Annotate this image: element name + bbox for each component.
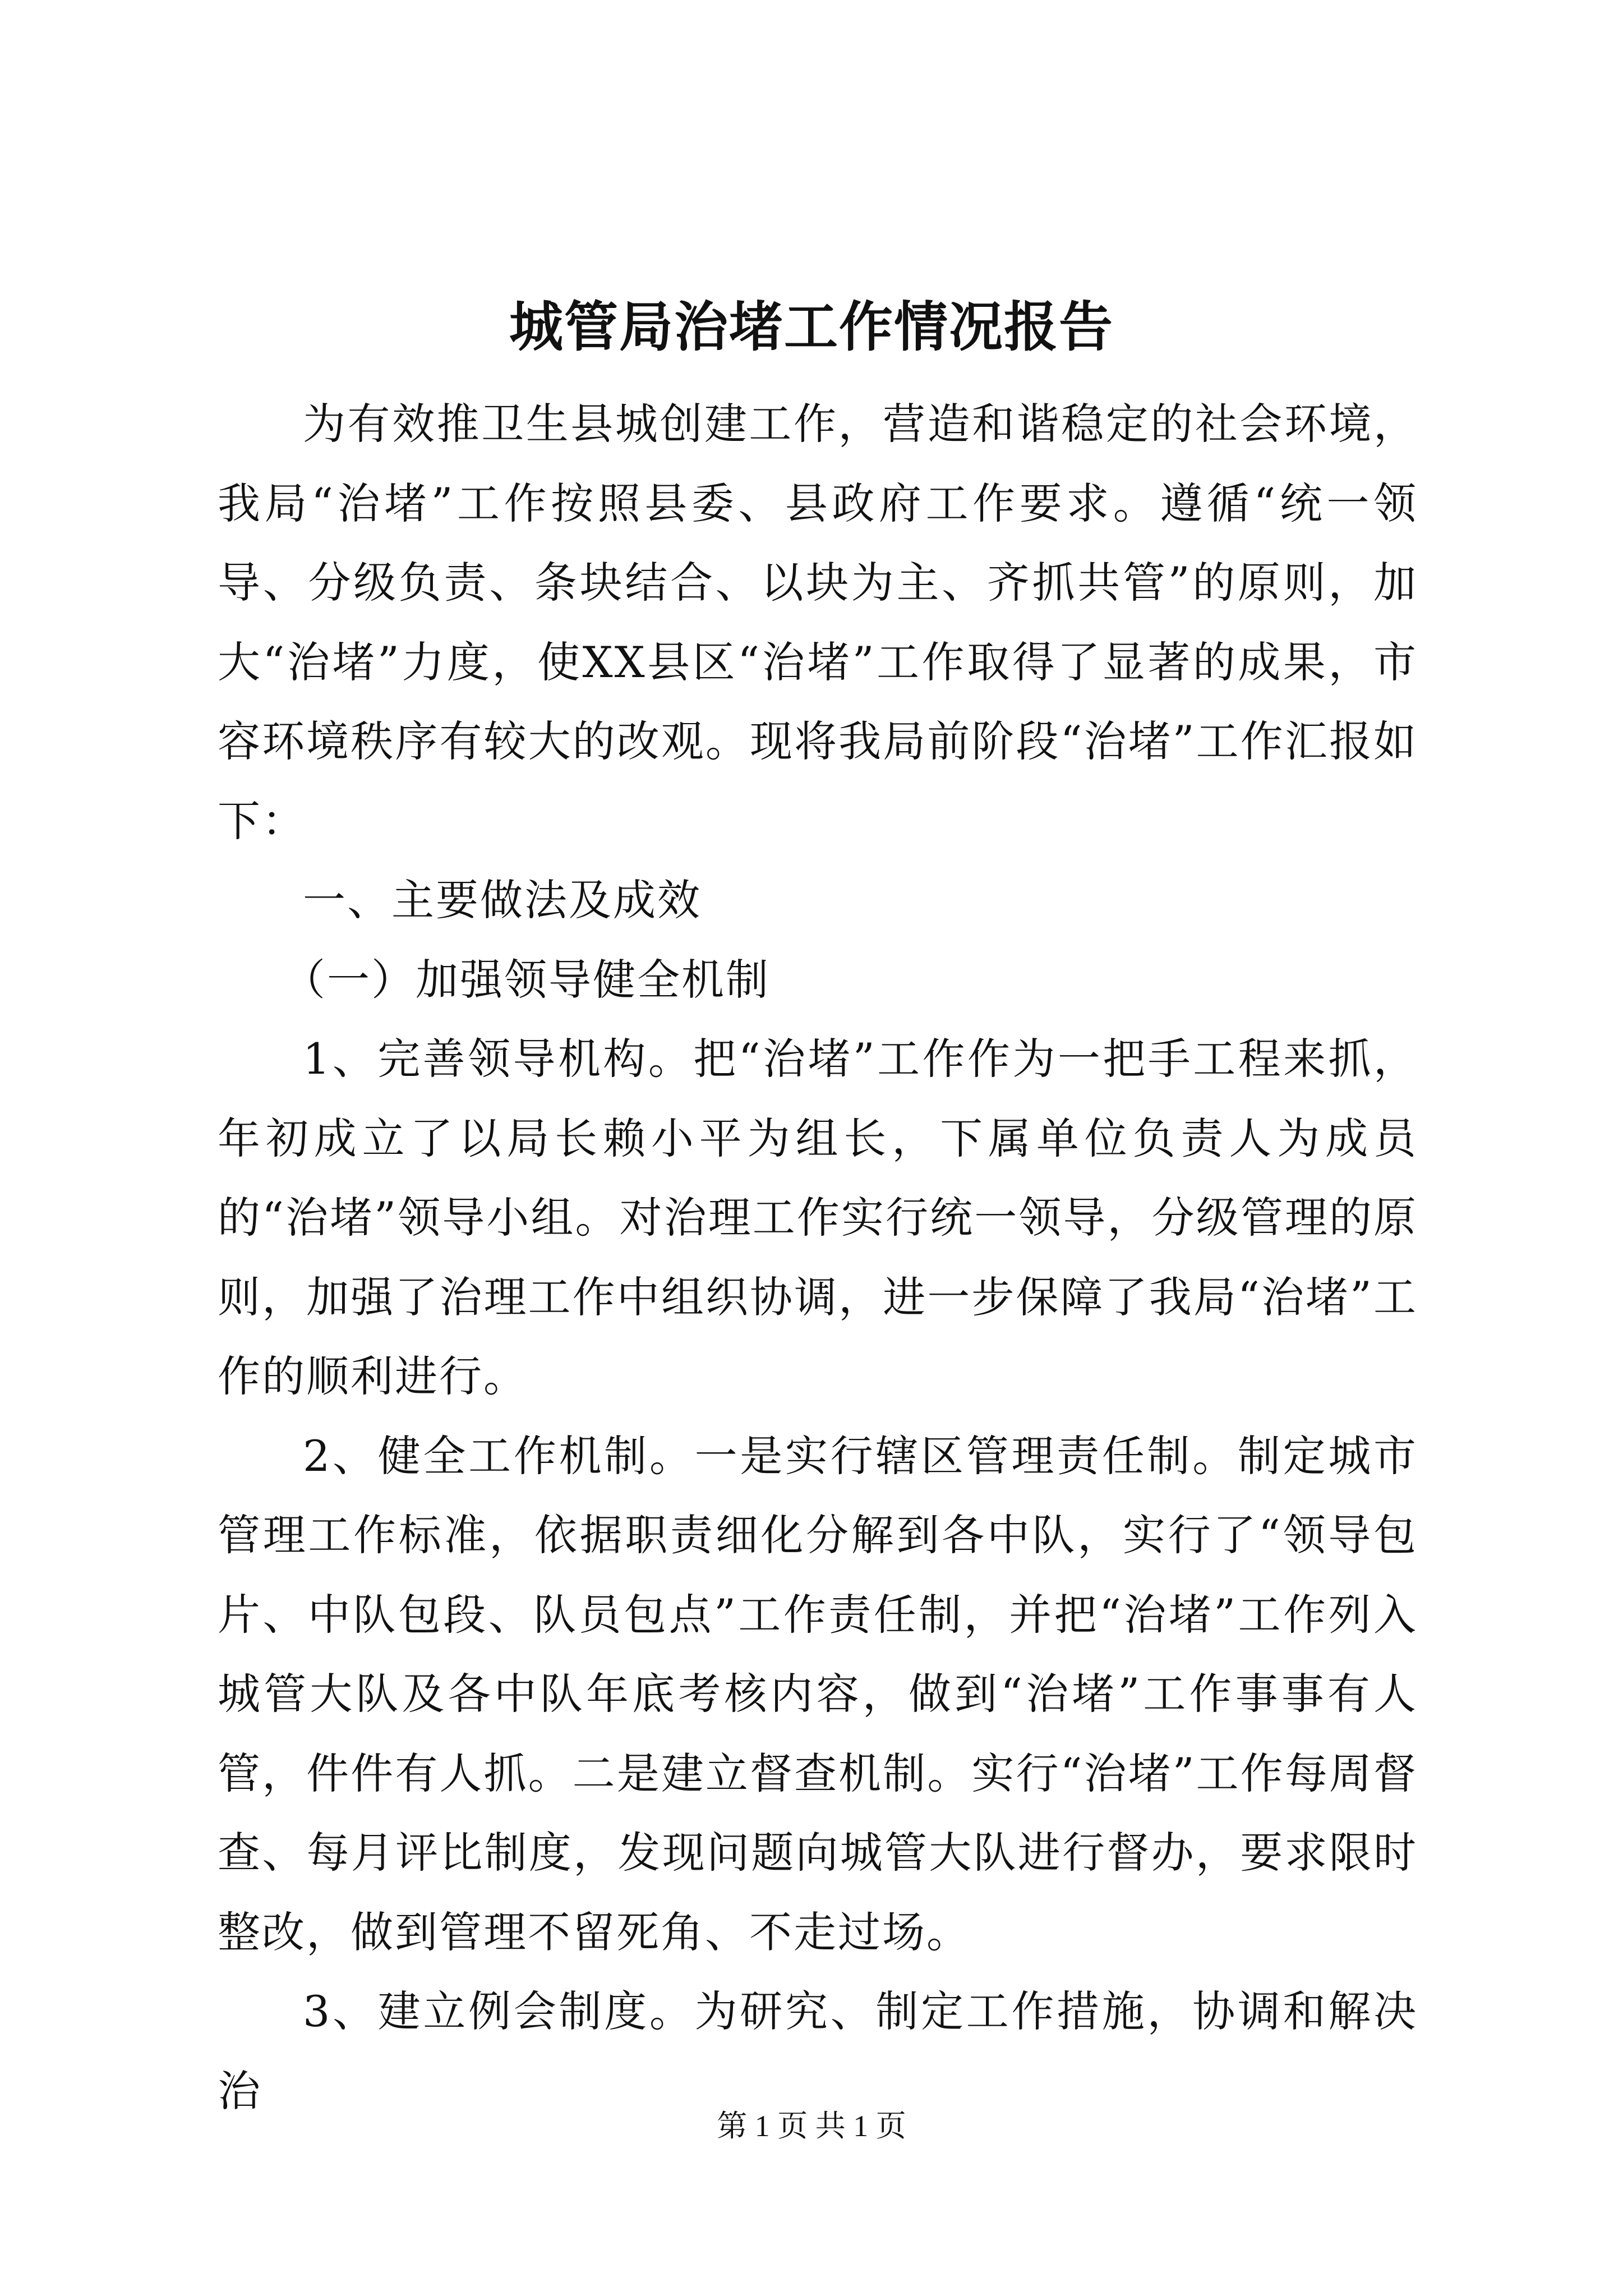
intro-paragraph: 为有效推卫生县城创建工作，营造和谐稳定的社会环境，我局“治堵”工作按照县委、县政府工作要求。遵循“统一领导、分级负责、条块结合、以块为主、齐抓共管”的原则，加大“治堵”力度，使XX县区“治堵”工作取得了显著的成果，市容环境秩序有较大的改观。现将我局前阶段“治堵”工作汇报如下： (218, 399, 1418, 846)
page-footer: 第 1 页 共 1 页 (717, 2109, 906, 2143)
body-paragraph: 2、健全工作机制。一是实行辖区管理责任制。制定城市管理工作标准，依据职责细化分解到各中队，实行了“领导包片、中队包段、队员包点”工作责任制，并把“治堵”工作列入城管大队及各中队年底考核内容，做到“治堵”工作事事有人管，件件有人抓。二是建立督查机制。实行“治堵”工作每周督查、每月评比制度，发现问题向城管大队进行督办，要求限时整改，做到管理不留死角、不走过场。 (218, 1430, 1418, 1957)
document-title: 城管局治堵工作情况报告 (509, 295, 1114, 358)
section-heading: 一、主要做法及成效 (303, 875, 702, 925)
subsection-heading: （一）加强领导健全机制 (283, 954, 770, 1005)
body-paragraph: 3、建立例会制度。为研究、制定工作措施，协调和解决治 (218, 1986, 1418, 2116)
document-body (218, 384, 1418, 2131)
body-paragraph: 1、完善领导机构。把“治堵”工作作为一把手工程来抓，年初成立了以局长赖小平为组长，下属单位负责人为成员的“治堵”领导小组。对治理工作实行统一领导，分级管理的原则，加强了治理工作中组织协调，进一步保障了我局“治堵”工作的顺利进行。 (218, 1034, 1418, 1401)
